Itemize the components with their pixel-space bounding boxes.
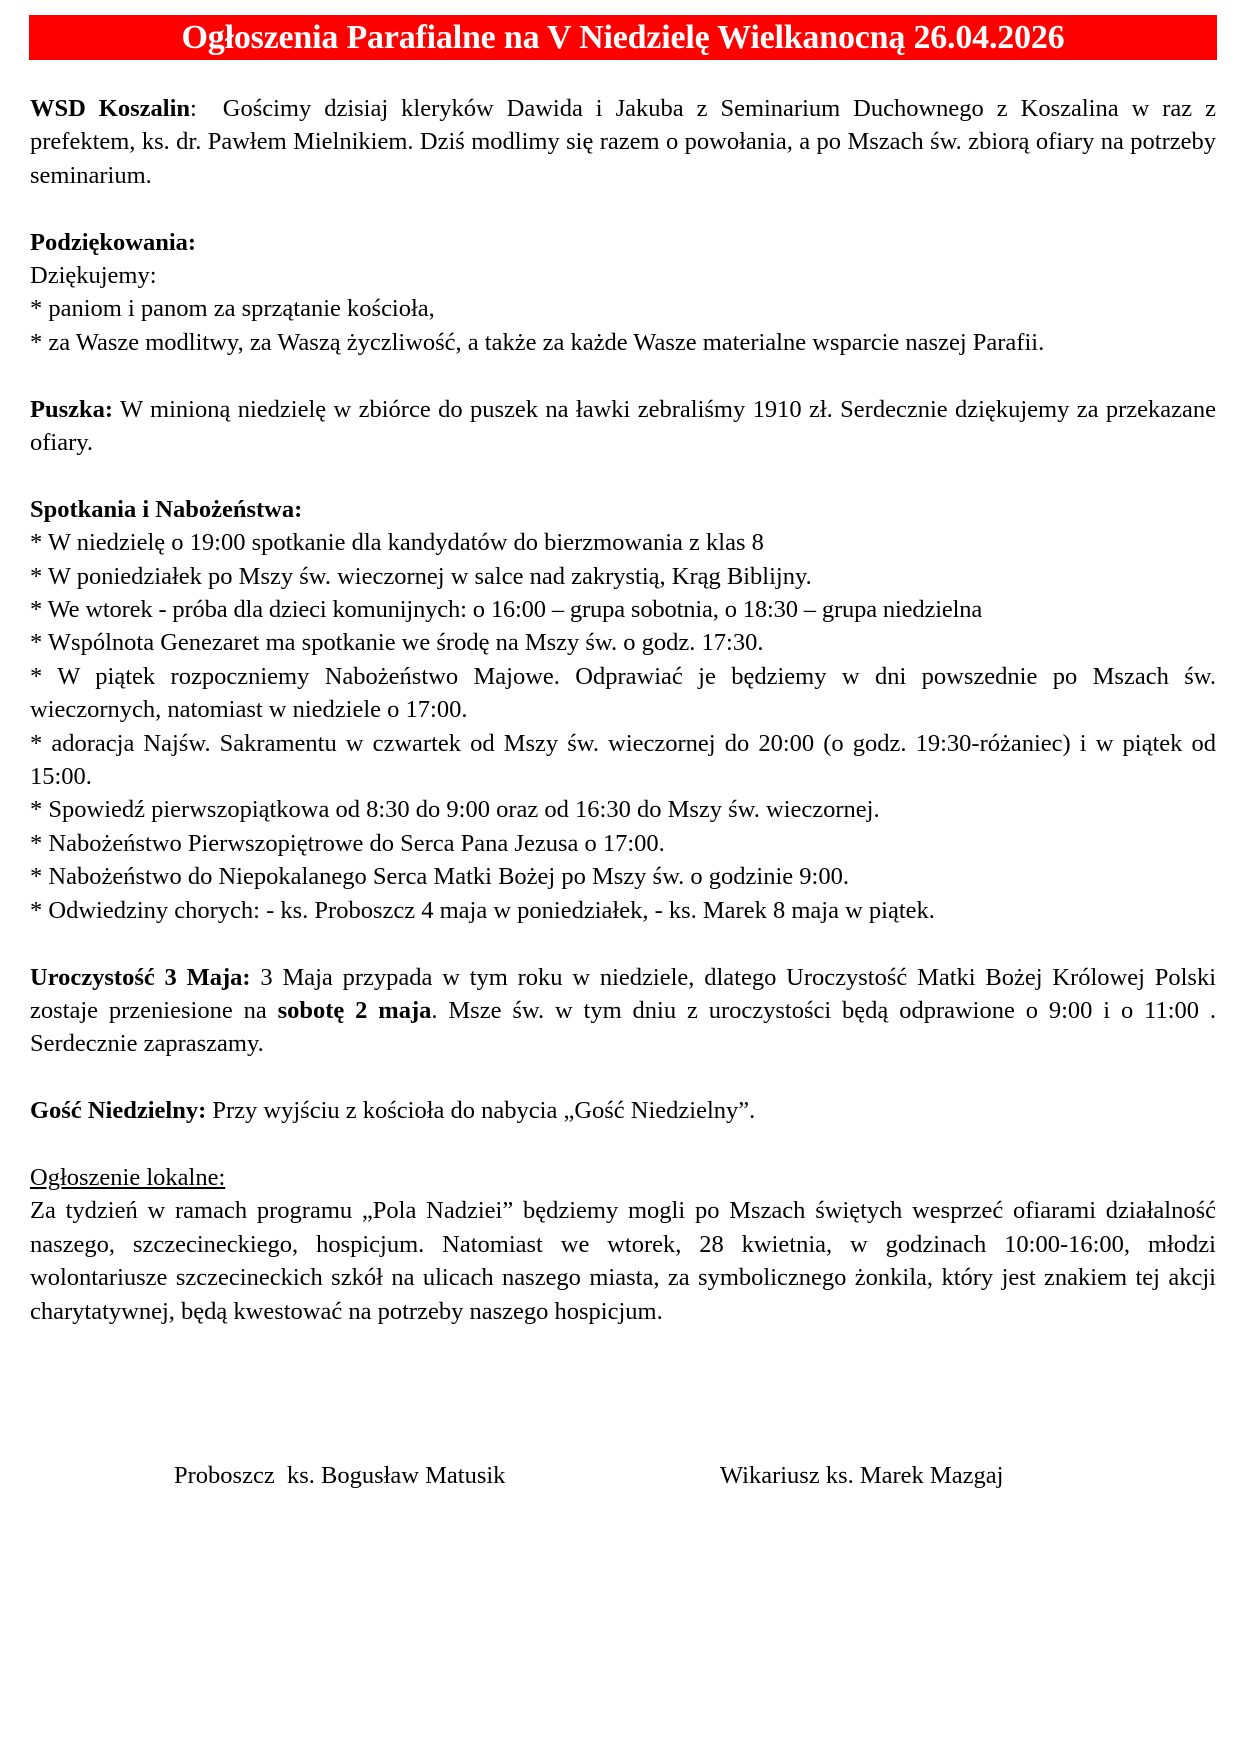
list-item: * W poniedziałek po Mszy św. wieczornej w salce nad zakrystią, Krąg Biblijny. [30,562,812,590]
list-item: * Wspólnota Genezaret ma spotkanie we środę na Mszy św. o godz. 17:30. [30,629,764,657]
list-item: * Spowiedź pierwszopiątkowa od 8:30 do 9:00 oraz od 16:30 do Mszy św. wieczornej. [30,796,880,824]
list-item: * Nabożeństwo do Niepokalanego Serca Matki Bożej po Mszy św. o godzinie 9:00. [30,863,849,891]
section-collection-label: Puszka: [30,395,114,423]
announcements-title-banner [29,15,1217,60]
list-item: * Nabożeństwo Pierwszopiętrowe do Serca Pana Jezusa o 17:00. [30,829,665,857]
section-meetings [30,493,1216,927]
section-may3-bold-date: sobotę 2 maja [277,996,432,1024]
section-wsd-text: Gościmy dzisiaj kleryków Dawida i Jakuba z Seminarium Duchownego z Koszalina w raz z prefektem, ks. dr. Pawłem Mielnikiem. Dziś modlimy się razem o powołania, a po Mszach św. zbiorą ofiary na potrzeby seminarium. [30,95,1216,189]
section-may3-label: Uroczystość 3 Maja: [30,963,251,991]
section-gosc-text: Przy wyjściu z kościoła do nabycia „Gość Niedzielny”. [206,1097,756,1125]
list-item: * Odwiedziny chorych: - ks. Proboszcz 4 maja w poniedziałek, - ks. Marek 8 maja w piątek. [30,896,935,924]
list-item: * adoracja Najśw. Sakramentu w czwartek od Mszy św. wieczornej do 20:00 (o godz. 19:30-różaniec) i w piątek od 15:00. [30,729,1216,791]
section-collection-text: W minioną niedzielę w zbiórce do puszek na ławki zebraliśmy 1910 zł. Serdecznie dziękujemy za przekazane ofiary. [30,395,1216,457]
section-thanks-label: Podziękowania: [30,228,197,256]
section-thanks [30,226,1216,360]
section-wsd-separator: : [190,95,223,122]
list-item: * za Wasze modlitwy, za Waszą życzliwość, a także za każde Wasze materialne wsparcie naszej Parafii. [30,328,1045,356]
section-may3 [30,961,1216,1061]
section-gosc [30,1094,1216,1127]
list-item: * W piątek rozpoczniemy Nabożeństwo Majowe. Odprawiać je będziemy w dni powszednie po Mszach św. wieczornych, natomiast w niedziele o 17:00. [30,662,1216,724]
section-local-label: Ogłoszenie lokalne: [30,1163,226,1191]
section-may3-text-after: . Msze św. w tym dniu z uroczystości będą odprawione o 9:00 i o 11:00 . Serdecznie zapraszamy. [30,996,1217,1058]
section-may3-text-before: 3 Maja przypada w tym roku w niedziele, dlatego Uroczystość Matki Bożej Królowej Polski zostaje przeniesione na [30,963,1217,1024]
list-item: * paniom i panom za sprzątanie kościoła, [30,295,435,323]
section-meetings-label: Spotkania i Nabożeństwa: [30,495,303,523]
section-local-text: Za tydzień w ramach programu „Pola Nadziei” będziemy mogli po Mszach świętych wesprzeć ofiarami działalność naszego, szczecineckiego, hospicjum. Natomiast we wtorek, 28 kwietnia, w godzinach 10:00-16:00, młodzi wolontariusze szczecineckich szkół na ulicach naszego miasta, za symbolicznego żonkila, który jest znakiem tej akcji charytatywnej, będą kwestować na potrzeby naszego hospicjum. [30,1197,1216,1325]
section-wsd [30,92,1216,192]
section-wsd-label: WSD Koszalin [30,95,190,122]
signature-pastor: Proboszcz ks. Bogusław Matusik [174,1462,506,1489]
section-gosc-label: Gość Niedzielny: [30,1097,207,1125]
list-item: * We wtorek - próba dla dzieci komunijnych: o 16:00 – grupa sobotnia, o 18:30 – grupa niedzielna [30,596,983,624]
list-item: * W niedzielę o 19:00 spotkanie dla kandydatów do bierzmowania z klas 8 [30,529,764,557]
announcements-body [30,92,1216,1361]
section-local [30,1161,1216,1328]
signature-vicar: Wikariusz ks. Marek Mazgaj [720,1462,1004,1489]
page-title: Ogłoszenia Parafialne na V Niedzielę Wielkanocną 26.04.2026 [181,19,1065,56]
section-thanks-intro: Dziękujemy: [30,262,157,290]
section-collection [30,393,1216,460]
